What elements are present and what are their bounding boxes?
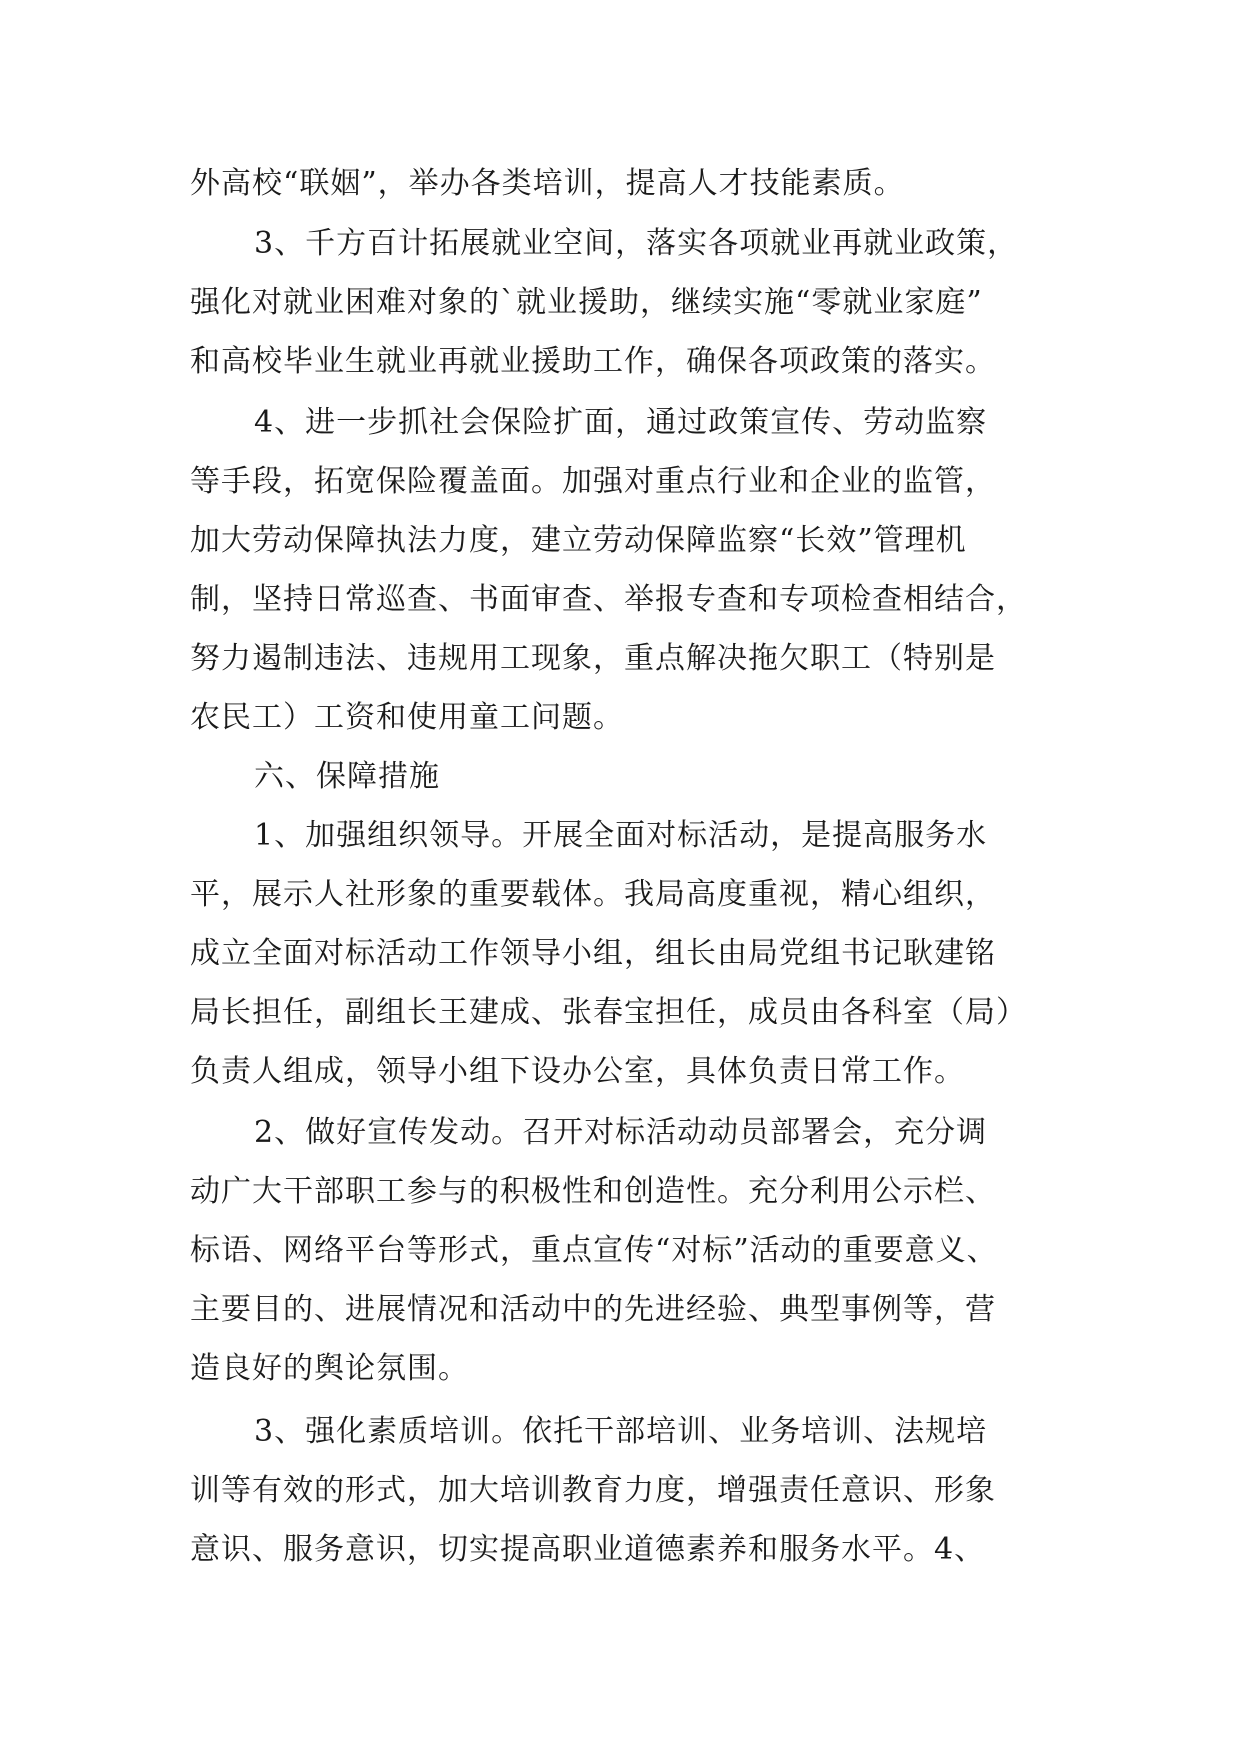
text-line: 成立全面对标活动工作领导小组，组长由局党组书记耿建铭 (190, 936, 996, 971)
text-line: 训等有效的形式，加大培训教育力度，增强责任意识、形象 (190, 1473, 996, 1508)
section-heading-safeguards (190, 747, 1060, 806)
text-line: 2、做好宣传发动。召开对标活动动员部署会，充分调 (254, 1115, 988, 1150)
text-line: 标语、网络平台等形式，重点宣传“对标”活动的重要意义、 (190, 1233, 998, 1268)
text-line: 平，展示人社形象的重要载体。我局高度重视，精心组织， (190, 877, 996, 912)
paragraph-training (190, 1402, 1060, 1579)
text-line: 农民工）工资和使用童工问题。 (190, 700, 624, 735)
paragraph-employment-space (190, 214, 1060, 391)
text-line: 强化对就业困难对象的`就业援助，继续实施“零就业家庭” (190, 285, 983, 320)
text-line: 3、千方百计拓展就业空间，落实各项就业再就业政策， (254, 226, 1019, 261)
text-line: 和高校毕业生就业再就业援助工作，确保各项政策的落实。 (190, 344, 996, 379)
text-line: 加大劳动保障执法力度，建立劳动保障监察“长效”管理机 (190, 523, 967, 558)
paragraph-continuation (190, 154, 1060, 213)
text-line: 负责人组成，领导小组下设办公室，具体负责日常工作。 (190, 1054, 965, 1089)
text-line: 主要目的、进展情况和活动中的先进经验、典型事例等，营 (190, 1292, 996, 1327)
paragraph-publicity (190, 1103, 1060, 1398)
text-line: 造良好的舆论氛围。 (190, 1351, 469, 1386)
section-heading: 六、保障措施 (254, 759, 440, 794)
text-line: 局长担任，副组长王建成、张春宝担任，成员由各科室（局） (190, 995, 1027, 1030)
text-line: 制，坚持日常巡查、书面审查、举报专查和专项检查相结合， (190, 582, 1027, 617)
text-line: 3、强化素质培训。依托干部培训、业务培训、法规培 (254, 1414, 988, 1449)
text-line: 动广大干部职工参与的积极性和创造性。充分利用公示栏、 (190, 1174, 996, 1209)
text-line: 努力遏制违法、违规用工现象，重点解决拖欠职工（特别是 (190, 641, 996, 676)
text-line: 1、加强组织领导。开展全面对标活动，是提高服务水 (254, 818, 988, 853)
paragraph-organization-leadership (190, 806, 1060, 1101)
text-line: 等手段，拓宽保险覆盖面。加强对重点行业和企业的监管， (190, 464, 996, 499)
text-line: 意识、服务意识，切实提高职业道德素养和服务水平。4、 (190, 1532, 986, 1567)
document-body (190, 154, 1060, 1579)
paragraph-social-insurance (190, 393, 1060, 747)
text-line: 4、进一步抓社会保险扩面，通过政策宣传、劳动监察 (254, 405, 988, 440)
text-line: 外高校“联姻”，举办各类培训，提高人才技能素质。 (190, 166, 905, 201)
